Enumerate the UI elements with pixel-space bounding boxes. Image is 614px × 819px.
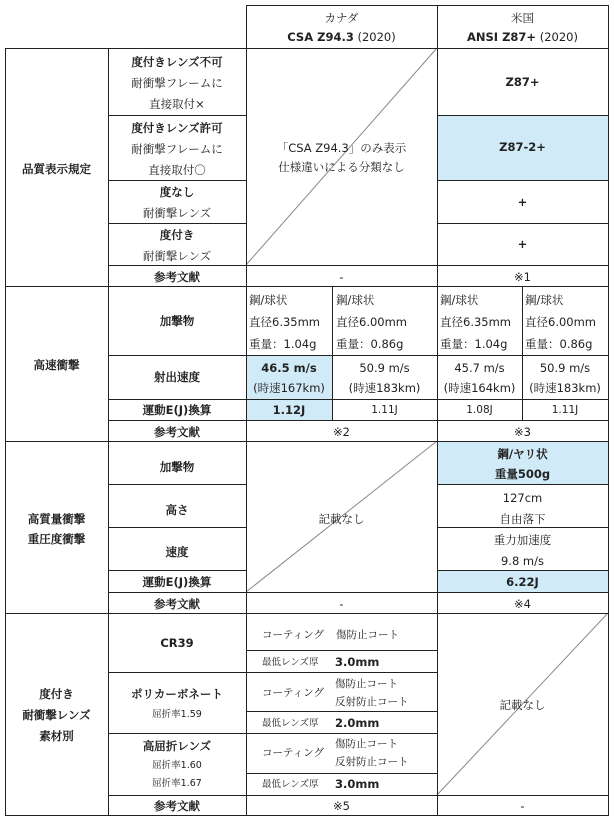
materials-ref-usa: - bbox=[520, 799, 525, 813]
cr39-name: CR39 bbox=[160, 636, 194, 650]
heavy-height-label: 高さ bbox=[165, 503, 189, 517]
hline bbox=[5, 441, 608, 442]
usa-region: 米国 bbox=[511, 11, 534, 25]
projectile-1-line2: 直径6.35mm bbox=[249, 315, 321, 329]
hline bbox=[108, 180, 246, 181]
speed-4-kmh: (時速183km) bbox=[529, 381, 601, 395]
highspeed-energy-label: 運動E(J)換算 bbox=[142, 403, 212, 417]
projectile-4-line1: 鋼/球状 bbox=[525, 293, 564, 307]
hline bbox=[437, 527, 608, 528]
hline bbox=[437, 223, 608, 224]
hline bbox=[246, 650, 437, 651]
canada-region: カナダ bbox=[324, 11, 359, 25]
high-coat-1: 傷防止コート bbox=[335, 738, 398, 750]
highspeed-speed-label: 射出速度 bbox=[154, 370, 200, 384]
projectile-2-line3: 重量：0.86g bbox=[336, 337, 404, 351]
heavy-title-1: 高質量衝撃 bbox=[27, 512, 86, 526]
heavy-ref-label: 参考文献 bbox=[154, 597, 200, 611]
speed-1-kmh: (時速167km) bbox=[253, 381, 325, 395]
materials-usa-note: 記載なし bbox=[499, 698, 546, 712]
highspeed-ref-usa: ※3 bbox=[514, 425, 531, 439]
quality-canada-note2: 仕様違いによる分類なし bbox=[278, 160, 405, 174]
quality-row-4-label: 度付き bbox=[159, 228, 195, 242]
heavy-usa-speed-1: 重力加速度 bbox=[493, 533, 552, 547]
speed-2-value: 50.9 m/s bbox=[359, 361, 410, 375]
cr39-coat-label: コーティング bbox=[262, 629, 324, 641]
quality-row-3-label: 度なし bbox=[159, 185, 195, 199]
energy-3: 1.08J bbox=[466, 404, 493, 416]
projectile-3-line2: 直径6.35mm bbox=[440, 315, 512, 329]
usa-mark-plus-1: + bbox=[517, 195, 528, 209]
hline bbox=[108, 570, 246, 571]
high-coat-label: コーティング bbox=[262, 747, 324, 759]
materials-title-1: 度付き bbox=[39, 687, 74, 701]
heavy-energy-label: 運動E(J)換算 bbox=[142, 575, 212, 589]
hline bbox=[108, 355, 608, 356]
quality-row-2-sub2: 直接取付〇 bbox=[148, 163, 206, 177]
hline bbox=[108, 223, 246, 224]
heavy-projectile-label: 加撃物 bbox=[159, 460, 195, 474]
highspeed-ref-canada: ※2 bbox=[333, 425, 350, 439]
quality-row-1-sub1: 耐衝撃フレームに bbox=[131, 76, 223, 90]
projectile-3-line3: 重量：1.04g bbox=[440, 337, 508, 351]
cr39-coat-1: 傷防止コート bbox=[336, 629, 399, 641]
speed-3-value: 45.7 m/s bbox=[454, 361, 505, 375]
hline bbox=[437, 180, 608, 181]
highspeed-ref-label: 参考文献 bbox=[154, 425, 200, 439]
hline bbox=[108, 527, 246, 528]
heavy-usa-height-1: 127cm bbox=[502, 491, 543, 505]
materials-title-2: 耐衝撃レンズ bbox=[22, 708, 91, 722]
hline bbox=[5, 286, 608, 287]
quality-title: 品質表示規定 bbox=[22, 162, 91, 176]
high-thick-label: 最低レンズ厚 bbox=[262, 779, 319, 790]
projectile-2-line2: 直径6.00mm bbox=[336, 315, 408, 329]
usa-standard-name: ANSI Z87+ bbox=[467, 30, 537, 44]
quality-row-1-sub2: 直接取付× bbox=[149, 97, 205, 111]
usa-mark-plus-2: + bbox=[517, 237, 528, 251]
energy-2: 1.11J bbox=[371, 404, 398, 416]
high-name: 高屈折レンズ bbox=[142, 739, 212, 753]
projectile-2-line1: 鋼/球状 bbox=[336, 293, 375, 307]
hline bbox=[108, 265, 608, 266]
speed-2-kmh: (時速183km) bbox=[348, 381, 421, 395]
hline bbox=[108, 733, 437, 734]
hline bbox=[108, 592, 608, 593]
heavy-usa-projectile-2: 重量500g bbox=[494, 467, 551, 481]
heavy-usa-height-2: 自由落下 bbox=[499, 512, 546, 526]
canada-standard bbox=[246, 30, 437, 44]
projectile-4-line2: 直径6.00mm bbox=[525, 315, 597, 329]
heavy-ref-canada: - bbox=[339, 597, 344, 611]
pc-thick-label: 最低レンズ厚 bbox=[262, 718, 319, 729]
heavy-usa-energy: 6.22J bbox=[506, 575, 539, 589]
usa-mark-z87: Z87+ bbox=[505, 75, 540, 89]
hline bbox=[108, 795, 608, 796]
hline bbox=[437, 484, 608, 485]
quality-row-1-label: 度付きレンズ不可 bbox=[131, 55, 223, 69]
canada-standard-year: (2020) bbox=[357, 30, 396, 44]
hline bbox=[5, 48, 608, 49]
cr39-thick-label: 最低レンズ厚 bbox=[262, 657, 319, 668]
projectile-1-line3: 重量：1.04g bbox=[249, 337, 317, 351]
materials-ref-canada: ※5 bbox=[333, 799, 350, 813]
usa-standard bbox=[437, 30, 608, 44]
hline bbox=[5, 815, 608, 816]
high-thick: 3.0mm bbox=[335, 777, 380, 791]
hline bbox=[108, 484, 246, 485]
hline bbox=[246, 5, 608, 6]
high-coat-2: 反射防止コート bbox=[335, 756, 409, 768]
projectile-1-line1: 鋼/球状 bbox=[249, 293, 288, 307]
heavy-canada-note: 記載なし bbox=[318, 512, 365, 526]
quality-canada-note1: 「CSA Z94.3」のみ表示 bbox=[276, 141, 407, 155]
usa-standard-year: (2020) bbox=[539, 30, 578, 44]
highspeed-title: 高速衝撃 bbox=[33, 358, 80, 372]
vline bbox=[608, 5, 609, 816]
pc-index: 屈折率1.59 bbox=[152, 709, 202, 720]
quality-row-2-label: 度付きレンズ許可 bbox=[131, 121, 223, 135]
quality-ref-label: 参考文献 bbox=[154, 270, 200, 284]
cr39-thick: 3.0mm bbox=[335, 655, 380, 669]
quality-ref-canada: - bbox=[339, 270, 344, 284]
quality-row-4-sub1: 耐衝撃レンズ bbox=[142, 249, 212, 263]
heavy-usa-speed-2: 9.8 m/s bbox=[500, 554, 544, 568]
projectile-3-line1: 鋼/球状 bbox=[440, 293, 479, 307]
speed-4-value: 50.9 m/s bbox=[539, 361, 591, 375]
materials-title-3: 素材別 bbox=[39, 729, 74, 743]
high-index-2: 屈折率1.67 bbox=[152, 778, 202, 789]
hline bbox=[246, 711, 437, 712]
vline bbox=[522, 286, 523, 420]
heavy-usa-projectile-1: 鋼/ヤリ状 bbox=[497, 447, 548, 461]
speed-1-value: 46.5 m/s bbox=[261, 361, 317, 375]
vline bbox=[332, 286, 333, 420]
quality-row-3-sub1: 耐衝撃レンズ bbox=[142, 206, 212, 220]
hline bbox=[108, 115, 246, 116]
pc-name: ポリカーボネート bbox=[131, 687, 223, 701]
heavy-ref-usa: ※4 bbox=[514, 597, 531, 611]
hline bbox=[5, 613, 608, 614]
hline bbox=[437, 570, 608, 571]
hline bbox=[108, 420, 608, 421]
canada-standard-name: CSA Z94.3 bbox=[287, 30, 354, 44]
pc-coat-1: 傷防止コート bbox=[335, 678, 398, 690]
materials-ref-label: 参考文献 bbox=[154, 799, 200, 813]
pc-coat-label: コーティング bbox=[262, 687, 324, 699]
pc-coat-2: 反射防止コート bbox=[335, 696, 409, 708]
high-index-1: 屈折率1.60 bbox=[152, 760, 202, 771]
speed-3-kmh: (時速164km) bbox=[443, 381, 516, 395]
hline bbox=[437, 115, 608, 116]
heavy-speed-label: 速度 bbox=[165, 545, 189, 559]
quality-row-2-sub1: 耐衝撃フレームに bbox=[131, 142, 223, 156]
highspeed-projectile-label: 加撃物 bbox=[159, 314, 195, 328]
usa-mark-z87-2: Z87-2+ bbox=[499, 140, 546, 154]
heavy-title-2: 重圧度衝撃 bbox=[27, 532, 86, 546]
energy-4: 1.11J bbox=[551, 404, 579, 416]
hline bbox=[246, 773, 437, 774]
energy-1: 1.12J bbox=[272, 403, 306, 417]
pc-thick: 2.0mm bbox=[335, 716, 380, 730]
hline bbox=[108, 399, 608, 400]
quality-ref-usa: ※1 bbox=[514, 270, 531, 284]
projectile-4-line3: 重量：0.86g bbox=[525, 337, 593, 351]
hline bbox=[108, 672, 437, 673]
